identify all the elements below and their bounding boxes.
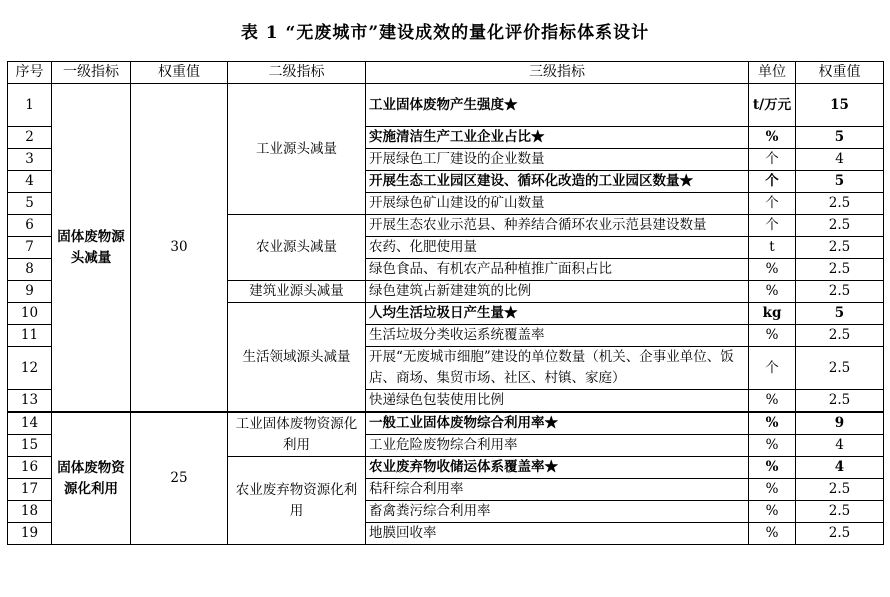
row-no: 4 <box>8 171 52 193</box>
indicator-unit: % <box>749 325 796 347</box>
group-weight: 30 <box>131 84 228 413</box>
indicator-unit: % <box>749 501 796 523</box>
row-no: 14 <box>8 412 52 435</box>
indicator-name: 一般工业固体废物综合利用率★ <box>366 412 749 435</box>
subgroup-name: 工业源头减量 <box>228 84 366 215</box>
indicator-table <box>7 61 884 545</box>
indicator-unit: % <box>749 479 796 501</box>
indicator-unit: % <box>749 281 796 303</box>
indicator-unit: kg <box>749 303 796 325</box>
indicator-name: 农业废弃物收储运体系覆盖率★ <box>366 457 749 479</box>
header-level1-weight: 权重值 <box>131 62 228 84</box>
row-no: 8 <box>8 259 52 281</box>
indicator-name: 绿色建筑占新建建筑的比例 <box>366 281 749 303</box>
indicator-weight: 4 <box>796 457 884 479</box>
indicator-name: 绿色食品、有机农产品种植推广面积占比 <box>366 259 749 281</box>
indicator-unit: % <box>749 457 796 479</box>
row-no: 7 <box>8 237 52 259</box>
indicator-weight: 2.5 <box>796 259 884 281</box>
indicator-unit: t <box>749 237 796 259</box>
row-no: 9 <box>8 281 52 303</box>
row-no: 17 <box>8 479 52 501</box>
indicator-name: 人均生活垃圾日产生量★ <box>366 303 749 325</box>
indicator-name: 开展生态农业示范县、种养结合循环农业示范县建设数量 <box>366 215 749 237</box>
indicator-weight: 2.5 <box>796 479 884 501</box>
indicator-weight: 2.5 <box>796 215 884 237</box>
header-level1: 一级指标 <box>52 62 131 84</box>
indicator-unit: 个 <box>749 215 796 237</box>
row-no: 13 <box>8 390 52 413</box>
indicator-weight: 2.5 <box>796 325 884 347</box>
table-row <box>8 412 884 435</box>
indicator-unit: % <box>749 259 796 281</box>
indicator-weight: 2.5 <box>796 347 884 390</box>
indicator-unit: % <box>749 390 796 413</box>
table-row <box>8 84 884 127</box>
indicator-weight: 2.5 <box>796 237 884 259</box>
indicator-name: 开展生态工业园区建设、循环化改造的工业园区数量★ <box>366 171 749 193</box>
indicator-weight: 2.5 <box>796 193 884 215</box>
row-no: 11 <box>8 325 52 347</box>
group-name: 固体废物资源化利用 <box>52 412 131 545</box>
indicator-weight: 2.5 <box>796 501 884 523</box>
subgroup-name: 建筑业源头减量 <box>228 281 366 303</box>
indicator-name: 农药、化肥使用量 <box>366 237 749 259</box>
table-title: 表 1 “无废城市”建设成效的量化评价指标体系设计 <box>240 23 650 43</box>
header-weight: 权重值 <box>796 62 884 84</box>
indicator-unit: 个 <box>749 149 796 171</box>
indicator-weight: 2.5 <box>796 390 884 413</box>
row-no: 19 <box>8 523 52 545</box>
indicator-name: 工业危险废物综合利用率 <box>366 435 749 457</box>
row-no: 10 <box>8 303 52 325</box>
subgroup-name: 生活领域源头减量 <box>228 303 366 413</box>
indicator-unit: 个 <box>749 171 796 193</box>
indicator-name: 快递绿色包装使用比例 <box>366 390 749 413</box>
indicator-name: 生活垃圾分类收运系统覆盖率 <box>366 325 749 347</box>
indicator-name: 秸秆综合利用率 <box>366 479 749 501</box>
indicator-name: 开展绿色矿山建设的矿山数量 <box>366 193 749 215</box>
indicator-weight: 2.5 <box>796 523 884 545</box>
row-no: 6 <box>8 215 52 237</box>
indicator-unit: 个 <box>749 347 796 390</box>
header-level3: 三级指标 <box>366 62 749 84</box>
row-no: 1 <box>8 84 52 127</box>
indicator-unit: 个 <box>749 193 796 215</box>
indicator-unit: % <box>749 523 796 545</box>
indicator-weight: 5 <box>796 171 884 193</box>
indicator-weight: 9 <box>796 412 884 435</box>
row-no: 15 <box>8 435 52 457</box>
row-no: 18 <box>8 501 52 523</box>
indicator-name: 工业固体废物产生强度★ <box>366 84 749 127</box>
indicator-name: 开展绿色工厂建设的企业数量 <box>366 149 749 171</box>
row-no: 16 <box>8 457 52 479</box>
group-weight: 25 <box>131 412 228 545</box>
row-no: 12 <box>8 347 52 390</box>
indicator-weight: 15 <box>796 84 884 127</box>
subgroup-name: 工业固体废物资源化利用 <box>228 412 366 457</box>
indicator-name: 地膜回收率 <box>366 523 749 545</box>
row-no: 3 <box>8 149 52 171</box>
indicator-weight: 5 <box>796 303 884 325</box>
indicator-unit: % <box>749 412 796 435</box>
group-name: 固体废物源头减量 <box>52 84 131 413</box>
indicator-unit: % <box>749 435 796 457</box>
indicator-name: 实施清洁生产工业企业占比★ <box>366 127 749 149</box>
indicator-weight: 5 <box>796 127 884 149</box>
row-no: 5 <box>8 193 52 215</box>
indicator-weight: 4 <box>796 435 884 457</box>
header-row <box>8 62 884 84</box>
indicator-weight: 2.5 <box>796 281 884 303</box>
indicator-weight: 4 <box>796 149 884 171</box>
header-no: 序号 <box>8 62 52 84</box>
subgroup-name: 农业源头减量 <box>228 215 366 281</box>
indicator-unit: t/万元 <box>749 84 796 127</box>
indicator-unit: % <box>749 127 796 149</box>
header-unit: 单位 <box>749 62 796 84</box>
row-no: 2 <box>8 127 52 149</box>
header-level2: 二级指标 <box>228 62 366 84</box>
indicator-name: 畜禽粪污综合利用率 <box>366 501 749 523</box>
indicator-name: 开展“无废城市细胞”建设的单位数量（机关、企事业单位、饭店、商场、集贸市场、社区、村镇、家庭） <box>366 347 749 390</box>
subgroup-name: 农业废弃物资源化利用 <box>228 457 366 545</box>
